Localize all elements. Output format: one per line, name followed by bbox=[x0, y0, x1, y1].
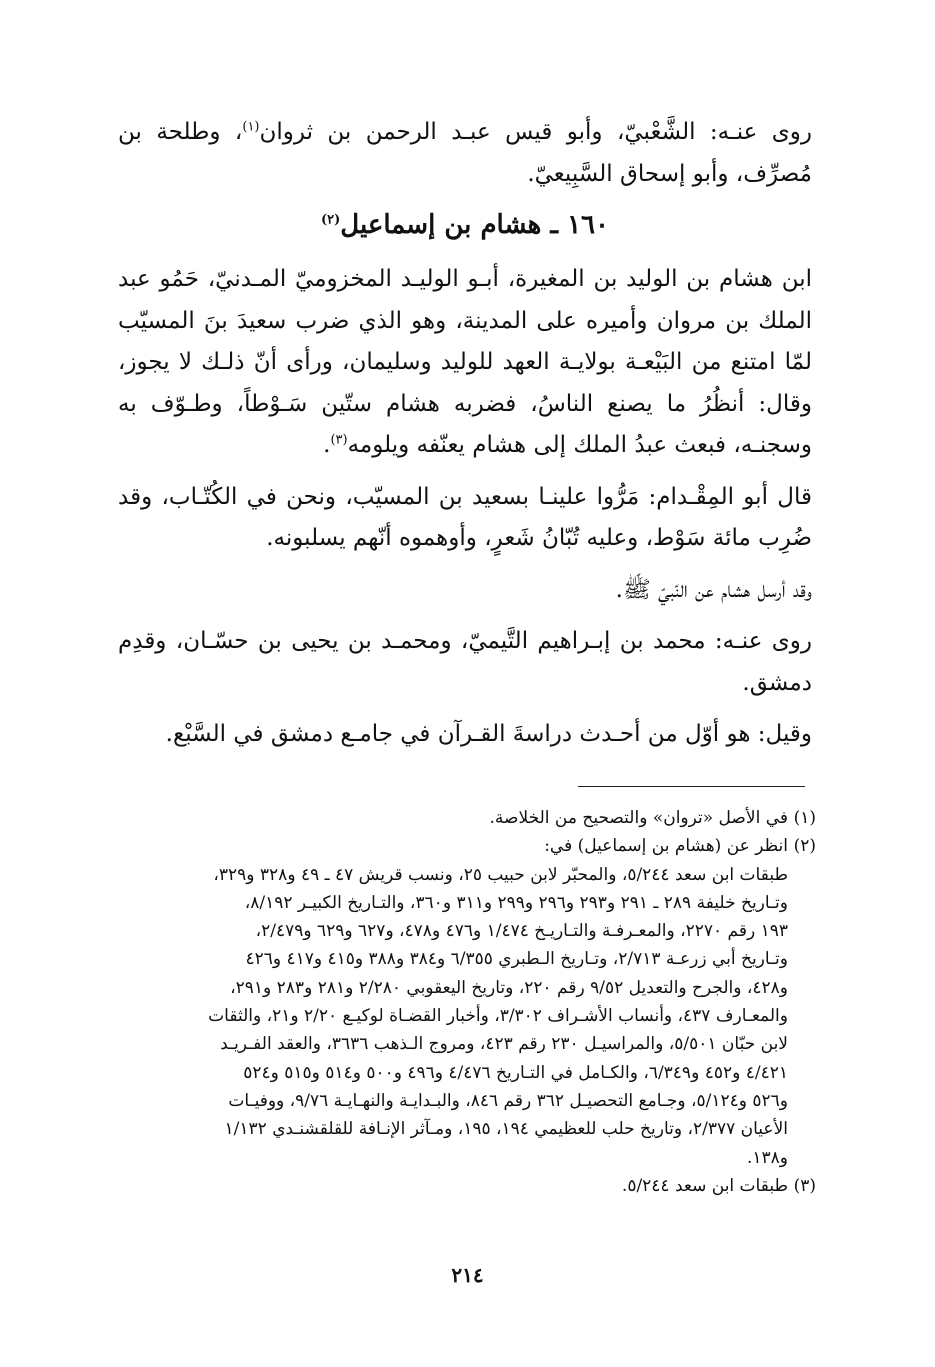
footnote-line: لابن حبّان ٥/٥٠١، والمراسيـل ٢٣٠ رقم ٤٢٣، ومروج الـذهب ٣٦٣٦، والعقد الفـريـد bbox=[220, 1034, 788, 1055]
intro-text-before: روى عنـه: الشَّعْبيّ، وأبو قيس عبـد الرحمن بن ثروان bbox=[259, 119, 812, 145]
footnotes bbox=[112, 804, 816, 1200]
footnote-line: طبقات ابن سعد ٥/٢٤٤، والمحبّر لابن حبيب ٢٥، ونسب قريش ٤٧ ـ ٤٩ و٣٢٨ و٣٢٩، bbox=[213, 864, 788, 885]
footnote-1 bbox=[112, 804, 816, 832]
paragraph-text: ابن هشام بن الوليد بن المغيرة، أبـو الوليـد المخزوميّ المـدنيّ، حَمُو عبد الملك بن مروان وأميره على المدينة، وهو الذي ضرب سعيدَ بنَ المسيّب لمّا امتنع من البَيْعـة بولايـة العهد للوليد وسليمان، ورأى أنّ ذلـك لا يجوز، وقال: أنظُرُ ما يصنع الناسُ، فضربه هشام ستّين سَـوْطاً، وطـوّف به وسجنـه، فبعث عبدُ الملك إلى هشام يعنّفه ويلومه bbox=[118, 266, 812, 458]
footnote-number: (١) bbox=[793, 808, 816, 828]
entry-heading-footnote-ref[interactable]: (٢) bbox=[321, 212, 341, 228]
intro-paragraph bbox=[118, 112, 812, 195]
paragraph-text: وقيل: هو أوّل من أحـدث دراسةَ القـرآن في جامـع دمشق في السَّبْع. bbox=[165, 721, 812, 747]
footnote-separator bbox=[578, 786, 805, 787]
footnote-body bbox=[112, 832, 788, 1172]
footnote-number: (٣) bbox=[793, 1175, 816, 1196]
footnote-line: ٤/٤٢١ و٤٥٢ و٦/٣٤٩، والكـامل في التـاريخ ٤/٤٧٦ و٤٩٦ و٥٠٠ و٥١٤ و٥١٥ و٥٢٤ bbox=[243, 1062, 788, 1083]
footnote-2 bbox=[112, 832, 816, 1172]
footnote-line: ١٩٣ رقم ٢٢٧٠، والمعـرفـة والتـاريـخ ١/٤٧٤ و٤٧٦ و٤٧٨، و٦٢٧ و٦٢٩ و٢/٤٧٩، bbox=[255, 921, 788, 942]
paragraph-text: قال أبو المِقْـدام: مَرُّوا علينـا بسعيد بن المسيّب، ونحن في الكُتّـاب، وقد ضُرِب مائة سَوْط، وعليه تُبّانُ شَعرٍ، وأوهموه أنّهم يسلبونه. bbox=[118, 483, 812, 551]
entry-paragraph-3 bbox=[118, 570, 812, 612]
footnote-line: وتـاريخ خليفة ٢٨٩ ـ ٢٩١ و٢٩٣ و٢٩٦ و٢٩٩ و٣١١ و٣٦٠، والتـاريخ الكبيـر ٨/١٩٢، bbox=[244, 892, 788, 913]
footnote-line: انظر عن (هشام بن إسماعيل) في: bbox=[544, 836, 788, 857]
paragraph-footnote-ref[interactable]: (٣) bbox=[330, 432, 348, 448]
entry-heading bbox=[118, 205, 812, 245]
intro-footnote-ref[interactable]: (١) bbox=[242, 119, 260, 135]
paragraph-tail: . bbox=[323, 432, 331, 458]
footnote-line: وتـاريخ أبي زرعـة ٢/٧١٣، وتـاريخ الـطبري ٦/٣٥٥ و٣٨٤ و٣٨٨ و٤١٥ و٤١٧ و٤٢٦ bbox=[245, 949, 788, 970]
footnote-line: و٤٢٨، والجرح والتعديل ٩/٥٢ رقم ٢٢٠، وتاريخ اليعقوبي ٢/٢٨٠ و٢٨١ و٢٨٣ و٢٩١، bbox=[230, 977, 788, 998]
footnote-body bbox=[112, 1172, 788, 1200]
footnote-3 bbox=[112, 1172, 816, 1200]
entry-paragraph-4 bbox=[118, 621, 812, 704]
entry-paragraph-5 bbox=[118, 714, 812, 756]
page-number: ٢١٤ bbox=[451, 1263, 484, 1287]
entry-paragraph-1 bbox=[118, 259, 812, 467]
main-text bbox=[118, 112, 812, 756]
footnote-line: في الأصل «تروان» والتصحيح من الخلاصة. bbox=[489, 808, 788, 828]
footnote-body bbox=[112, 804, 788, 832]
paragraph-text: روى عنـه: محمد بن إبـراهيم التَّيميّ، ومحمـد بن يحيى بن حسّـان، وقدِم دمشق. bbox=[118, 628, 812, 696]
footnote-line: طبقات ابن سعد ٥/٢٤٤. bbox=[621, 1175, 788, 1196]
footnote-line: و١٣٨. bbox=[746, 1147, 788, 1168]
footnote-line: الأعيان ٢/٣٧٧، وتاريخ حلب للعظيمي ١٩٤، ١٩٥، ومـآثر الإنـافة للقلقشنـدي ١/١٣٢ bbox=[224, 1119, 788, 1140]
entry-heading-text: ١٦٠ ـ هشام بن إسماعيل bbox=[340, 210, 609, 240]
footnote-line: والمعـارف ٤٣٧، وأنساب الأشـراف ٣/٣٠٢، وأخبار القضـاة لوكيـع ٢/٢٠ و٢١، والثقات bbox=[208, 1006, 788, 1027]
footnote-line: و٥٢٦ و٥/١٢٤، وجـامع التحصيـل ٣٦٢ رقم ٨٤٦، والبـدايـة والنهـايـة ٩/٧٦، ووفيـات bbox=[228, 1090, 788, 1111]
entry-paragraph-2 bbox=[118, 477, 812, 560]
footnote-number: (٢) bbox=[793, 836, 816, 857]
paragraph-text: وقد أرسل هشام عن النّبيّ ﷺ. bbox=[615, 576, 812, 603]
intro-text-after: ، وطلحة بن مُصرِّف، وأبو إسحاق السَّبِيعيّ. bbox=[118, 119, 812, 187]
